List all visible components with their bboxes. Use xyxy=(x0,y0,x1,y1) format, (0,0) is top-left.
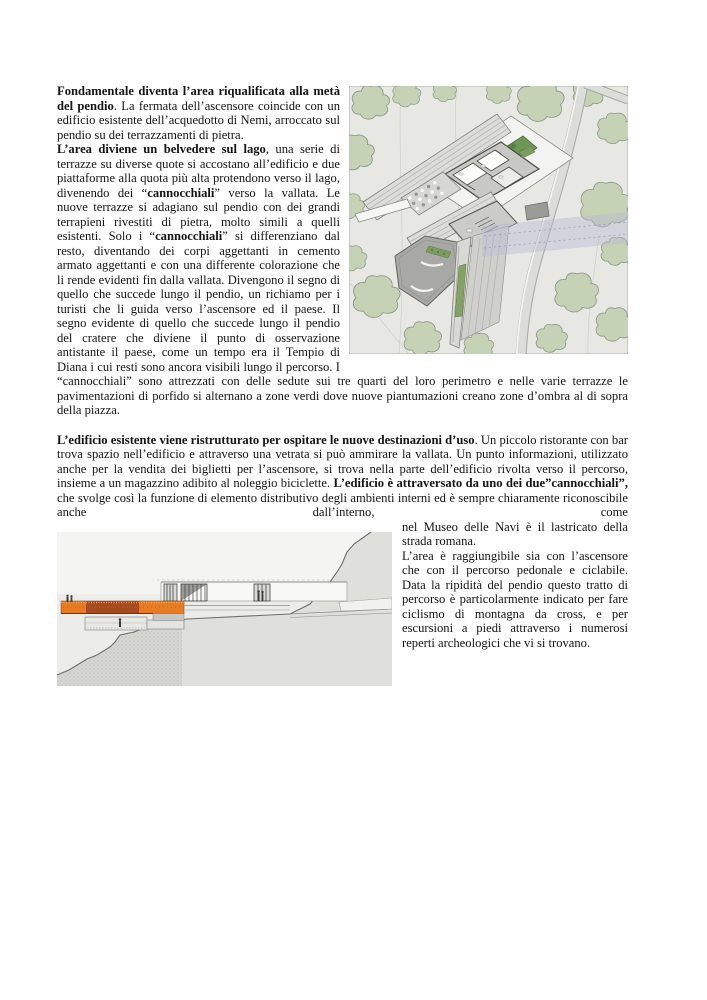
cannocchiali-bold: cannocchiali xyxy=(155,229,223,243)
paragraph-3-bold-2: L’edificio è attraversato da uno dei due”cannocchiali”, xyxy=(333,476,628,490)
paragraph-3-continued-text: nel Museo delle Navi è il lastricato della strada romana. xyxy=(402,519,628,548)
paragraph-3 xyxy=(57,433,628,520)
paragraph-2-text: ” si differenziano dal resto, diventando dei corpi aggettanti in cemento armato aggettanti e con una differente colorazione che li rende evidenti fin dalla vallata. Divengono il segno di quello che succede lungo il pendio, un richiamo per i turisti che li guida verso l’ascensore ed il paese. Il segno evidente di quello che succede lungo il pendio del cratere che diviene il punto di osservazione antistante il paese, come un tempo era il Tempio di Diana i cui resti sono ancora visibili lungo il percorso. I “cannocchiali” sono attrezzati con delle sedute sui tre quarti del loro perimetro e nelle varie terrazze le pavimentazioni di porfido si alternano a zone verdi dove nuove piantumazioni creano zone d’ombra al di sopra della piazza. xyxy=(57,229,628,417)
cannocchiali-bold: cannocchiali xyxy=(147,185,215,200)
page-content xyxy=(57,84,628,690)
text-block-bottom xyxy=(57,520,628,690)
paragraph-3-text: . Un piccolo ristorante con bar trova spazio nell’edificio e attraverso una vetrata si può ammirare la vallata. Un punto informazioni, utilizzato anche per la vendita dei biglietti per l’ascensore, si trova nella parte dell’edificio rivolta verso il percorso, insieme a un magazzino adibito al noleggio biciclette. xyxy=(57,432,628,490)
paragraph-2-bold: L’area diviene un belvedere sul lago xyxy=(57,142,266,156)
paragraph-2-text: ” verso la vallata. Le nuove terrazze si adagiano sul pendio con dei grandi terrapieni rivestiti di pietra, molto simili a quelli esistenti. Solo i “ xyxy=(57,185,340,243)
paragraph-4-text: L’area è raggiungibile sia con l’ascensore che con il percorso pedonale e ciclabile. Data la ripidità del pendio questo tratto di percorso è particolarmente indicato per fare ciclismo di montagna da cross, e per escursioni a piedi attraverso i numerosi reperti archeologici che vi si trovano. xyxy=(402,548,628,650)
text-block-top xyxy=(57,84,628,418)
paragraph-1-text: . La fermata dell’ascensore coincide con un edificio esistente dell’acquedotto di Nemi, arroccato sul pendio su dei terrazzamenti di pietra. xyxy=(57,98,340,142)
slope-section-drawing xyxy=(57,532,392,686)
site-plan-rendering xyxy=(349,86,628,354)
paragraph-3-bold: L’edificio esistente viene ristrutturato per ospitare le nuove destinazioni d’uso xyxy=(57,432,475,447)
paragraph-3-text: che svolge così la funzione di elemento distributivo degli ambienti interni ed è sempre chiaramente riconoscibile anche dall’interno, come xyxy=(57,490,628,519)
paragraph-1-bold: Fondamentale diventa l’area riqualificata alla metà del pendio xyxy=(57,84,340,113)
paragraph-2-text: , una serie di terrazze su diverse quote si accostano all’edificio e due piattaforme alla quota più alta protendono verso il lago, divenendo dei “ xyxy=(57,142,340,200)
site-plan-figure xyxy=(349,86,628,354)
building-elevation xyxy=(161,582,347,601)
section-drawing-figure xyxy=(57,532,392,686)
